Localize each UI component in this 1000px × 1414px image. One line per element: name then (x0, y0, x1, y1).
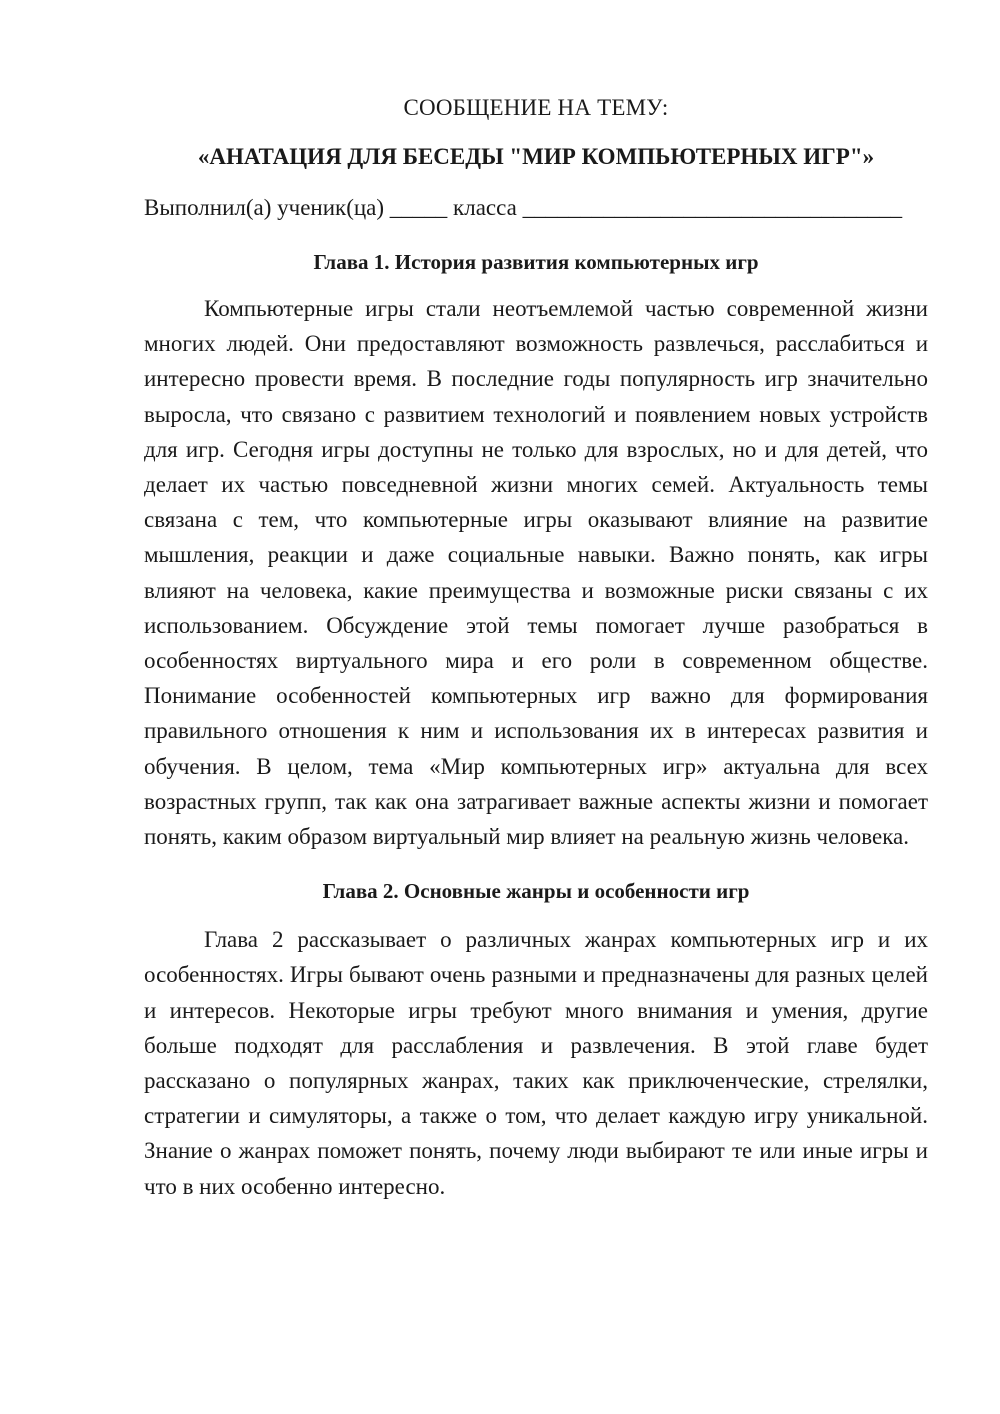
document-content (144, 92, 928, 1204)
document-title: «АНАТАЦИЯ ДЛЯ БЕСЕДЫ "МИР КОМПЬЮТЕРНЫХ ИГР"» (197, 144, 875, 169)
chapter-1-paragraph: Компьютерные игры стали неотъемлемой частью современной жизни многих людей. Они предоставляют возможность развлечься, расслабиться и интересно провести время. В последние годы популярность игр значительно выросла, что связано с развитием технологий и появлением новых устройств для игр. Сегодня игры доступны не только для взрослых, но и для детей, что делает их частью повседневной жизни многих семей. Актуальность темы связана с тем, что компьютерные игры оказывают влияние на развитие мышления, реакции и даже социальные навыки. Важно понять, как игры влияют на человека, какие преимущества и возможные риски связаны с их использованием. Обсуждение этой темы помогает лучше разобраться в особенностях виртуального мира и его роли в современном обществе. Понимание особенностей компьютерных игр важно для формирования правильного отношения к ним и использования их в интересах развития и обучения. В целом, тема «Мир компьютерных игр» актуальна для всех возрастных групп, так как она затрагивает важные аспекты жизни и помогает понять, каким образом виртуальный мир влияет на реальную жизнь человека. (144, 296, 928, 850)
chapter-1-title: Глава 1. История развития компьютерных игр (313, 250, 759, 274)
chapter-2-paragraph: Глава 2 рассказывает о различных жанрах компьютерных игр и их особенностях. Игры бывают очень разными и предназначены для разных целей и интересов. Некоторые игры требуют много внимания и умения, другие больше подходят для расслабления и развлечения. В этой главе будет рассказано о популярных жанрах, таких как приключенческие, стрелялки, стратегии и симуляторы, а также о том, что делает каждую игру уникальной. Знание о жанрах поможет понять, почему люди выбирают те или иные игры и что в них особенно интересно. (144, 927, 928, 1199)
author-line: Выполнил(а) ученик(ца) _____ класса _________________________________ (144, 195, 903, 220)
chapter-2-title: Глава 2. Основные жанры и особенности игр (322, 879, 750, 904)
document-header-line: СООБЩЕНИЕ НА ТЕМУ: (403, 95, 669, 120)
